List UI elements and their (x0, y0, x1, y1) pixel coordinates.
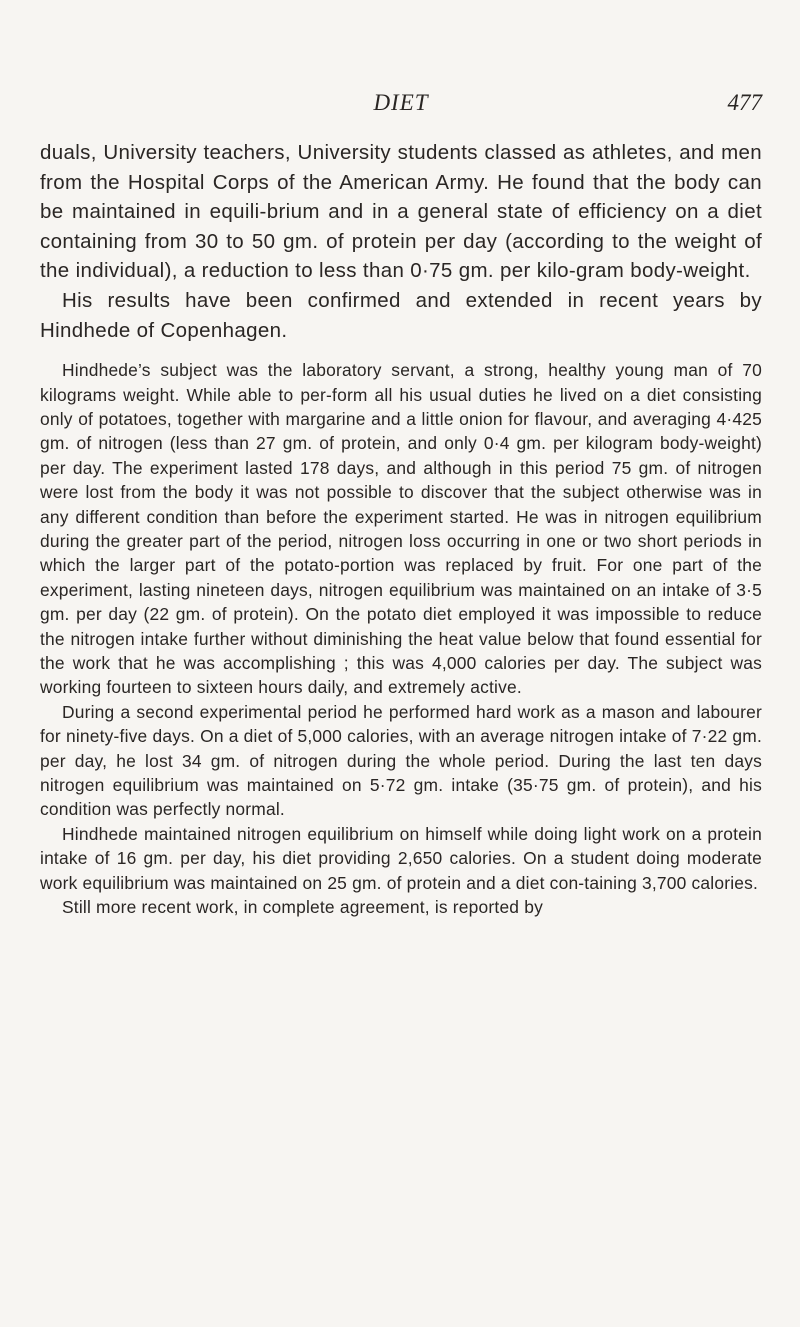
paragraph: Hindhede’s subject was the laboratory servant, a strong, healthy young man of 70 kilograms weight. While able to per-form all his usual duties he lived on a diet consisting only of potatoes, together with margarine and a little onion for flavour, and averaging 4·425 gm. of nitrogen (less than 27 gm. of protein, and only 0·4 gm. per kilogram body-weight) per day. The experiment lasted 178 days, and although in this period 75 gm. of nitrogen were lost from the body it was not possible to discover that the subject otherwise was in any different condition than before the experiment started. He was in nitrogen equilibrium during the greater part of the period, nitrogen loss occurring in one or two short periods in which the larger part of the potato-portion was replaced by fruit. For one part of the experiment, lasting nineteen days, nitrogen equilibrium was maintained on an intake of 3·5 gm. per day (22 gm. of protein). On the potato diet employed it was impossible to reduce the nitrogen intake further without diminishing the heat value below that found essential for the work that he was accomplishing ; this was 4,000 calories per day. The subject was working fourteen to sixteen hours daily, and extremely active. (40, 360, 762, 698)
paragraph-continued: duals, University teachers, University students classed as athletes, and men from the Hospital Corps of the American Army. He found that the body can be maintained in equili-brium and in a general state of efficiency on a diet containing from 30 to 50 gm. of protein per day (according to the weight of the individual), a reduction to less than 0·75 gm. per kilo-gram body-weight. (40, 141, 762, 283)
paragraph: During a second experimental period he performed hard work as a mason and labourer for ninety-five days. On a diet of 5,000 calories, with an average nitrogen intake of 7·22 gm. per day, he lost 34 gm. of nitrogen during the whole period. During the last ten days nitrogen equilibrium was maintained on 5·72 gm. intake (35·75 gm. of protein), and his condition was perfectly normal. (40, 701, 762, 820)
running-head (40, 88, 762, 118)
body-text (40, 138, 762, 920)
paragraph: Still more recent work, in complete agreement, is reported by (62, 897, 543, 918)
paragraph: Hindhede maintained nitrogen equilibrium on himself while doing light work on a protein intake of 16 gm. per day, his diet providing 2,650 calories. On a student doing moderate work equilibrium was maintained on 25 gm. of protein and a diet con-taining 3,700 calories. (40, 823, 762, 893)
book-page (40, 0, 762, 1327)
running-title: DIET (373, 90, 429, 115)
paragraph: His results have been confirmed and extended in recent years by Hindhede of Copenhagen. (40, 288, 762, 342)
page-number: 477 (727, 90, 762, 115)
large-print-section (40, 138, 762, 345)
small-print-section (40, 358, 762, 919)
